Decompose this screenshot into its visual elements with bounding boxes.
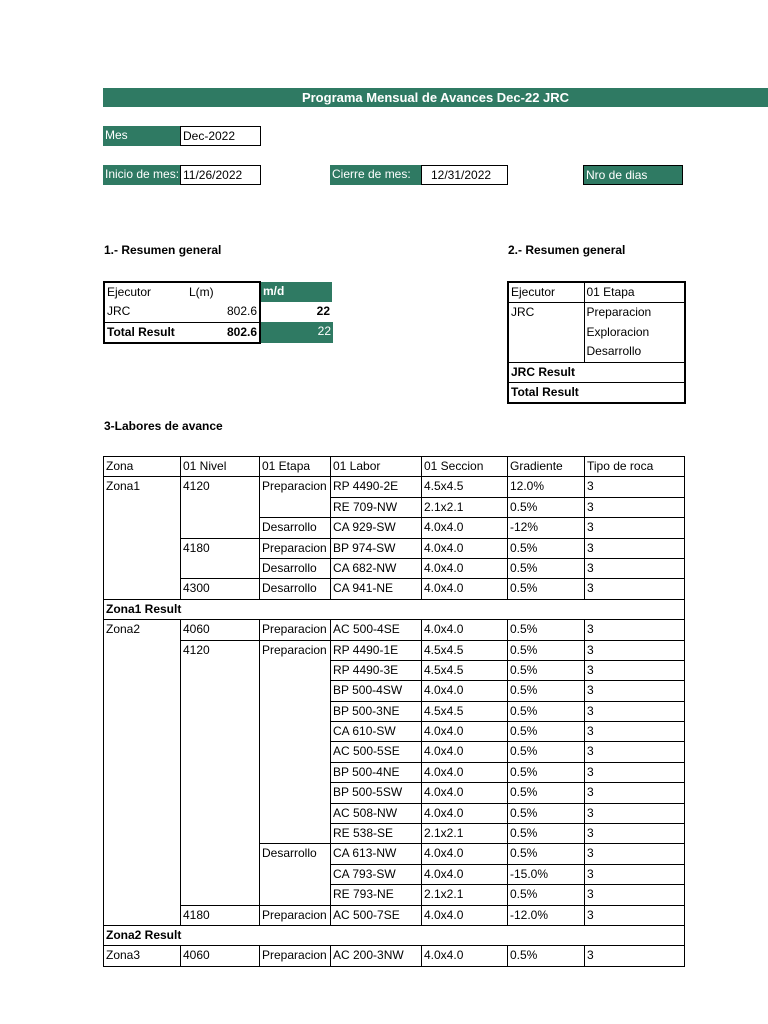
labores-tipo-roca: 3 bbox=[585, 905, 685, 925]
labores-etapa: Desarrollo bbox=[260, 558, 331, 578]
labores-etapa: Preparacion bbox=[260, 905, 331, 925]
labores-seccion: 4.0x4.0 bbox=[422, 558, 508, 578]
labores-gradiente: 0.5% bbox=[508, 558, 585, 578]
labores-gradiente: 12.0% bbox=[508, 477, 585, 497]
labores-etapa: Preparacion bbox=[260, 477, 331, 518]
labores-seccion: 4.5x4.5 bbox=[422, 640, 508, 660]
labores-seccion: 4.0x4.0 bbox=[422, 844, 508, 864]
labores-gradiente: 0.5% bbox=[508, 762, 585, 782]
labores-labor: CA 610-SW bbox=[331, 722, 422, 742]
labores-seccion: 4.0x4.0 bbox=[422, 803, 508, 823]
labores-nivel: 4060 bbox=[181, 946, 260, 966]
labores-labor: AC 508-NW bbox=[331, 803, 422, 823]
mes-label: Mes bbox=[103, 126, 180, 146]
resumen1-title: 1.- Resumen general bbox=[104, 243, 222, 257]
labores-etapa: Desarrollo bbox=[260, 844, 331, 905]
labores-labor: RE 538-SE bbox=[331, 824, 422, 844]
inicio-label: Inicio de mes: bbox=[103, 165, 180, 185]
labores-labor: AC 500-4SE bbox=[331, 620, 422, 640]
resumen1-header-ejecutor: Ejecutor bbox=[104, 282, 181, 302]
labores-zona-result: Zona2 Result bbox=[104, 925, 685, 945]
labores-labor: AC 500-7SE bbox=[331, 905, 422, 925]
labores-gradiente: 0.5% bbox=[508, 742, 585, 762]
labores-labor: RE 793-NE bbox=[331, 885, 422, 905]
labores-etapa: Preparacion bbox=[260, 640, 331, 844]
labores-tipo-roca: 3 bbox=[585, 803, 685, 823]
resumen2-table bbox=[507, 281, 686, 404]
labores-labor: AC 200-3NW bbox=[331, 946, 422, 966]
labores-tipo-roca: 3 bbox=[585, 701, 685, 721]
labores-tipo-roca: 3 bbox=[585, 538, 685, 558]
labores-labor: RP 4490-1E bbox=[331, 640, 422, 660]
resumen2-etapa: Exploracion bbox=[586, 324, 650, 339]
labores-seccion: 2.1x2.1 bbox=[422, 497, 508, 517]
labores-gradiente: -12.0% bbox=[508, 905, 585, 925]
labores-gradiente: 0.5% bbox=[508, 640, 585, 660]
labores-zona: Zona1 bbox=[104, 477, 181, 599]
labores-nivel: 4120 bbox=[181, 640, 260, 905]
labores-seccion: 4.0x4.0 bbox=[422, 538, 508, 558]
labores-labor: CA 929-SW bbox=[331, 518, 422, 538]
labores-gradiente: 0.5% bbox=[508, 681, 585, 701]
labores-seccion: 4.0x4.0 bbox=[422, 762, 508, 782]
labores-seccion: 2.1x2.1 bbox=[422, 885, 508, 905]
labores-labor: BP 500-3NE bbox=[331, 701, 422, 721]
labores-tipo-roca: 3 bbox=[585, 742, 685, 762]
labores-header-etapa: 01 Etapa bbox=[260, 457, 331, 477]
labores-seccion: 2.1x2.1 bbox=[422, 824, 508, 844]
labores-gradiente: 0.5% bbox=[508, 701, 585, 721]
labores-tipo-roca: 3 bbox=[585, 660, 685, 680]
labores-tipo-roca: 3 bbox=[585, 864, 685, 884]
labores-seccion: 4.5x4.5 bbox=[422, 477, 508, 497]
resumen2-header-ejecutor: Ejecutor bbox=[508, 282, 584, 303]
nro-dias-label: Nro de dias bbox=[583, 165, 683, 185]
labores-labor: BP 974-SW bbox=[331, 538, 422, 558]
labores-seccion: 4.0x4.0 bbox=[422, 518, 508, 538]
labores-labor: BP 500-4SW bbox=[331, 681, 422, 701]
cierre-value[interactable]: 12/31/2022 bbox=[421, 165, 508, 185]
labores-tipo-roca: 3 bbox=[585, 885, 685, 905]
labores-labor: RP 4490-3E bbox=[331, 660, 422, 680]
resumen1-cell: JRC bbox=[104, 302, 181, 322]
resumen1-cell: 802.6 bbox=[181, 302, 260, 322]
resumen2-etapa: Desarrollo bbox=[586, 344, 642, 359]
labores-tipo-roca: 3 bbox=[585, 558, 685, 578]
labores-gradiente: 0.5% bbox=[508, 946, 585, 966]
labores-tipo-roca: 3 bbox=[585, 946, 685, 966]
labores-gradiente: 0.5% bbox=[508, 722, 585, 742]
labores-seccion: 4.0x4.0 bbox=[422, 905, 508, 925]
mes-value[interactable]: Dec-2022 bbox=[180, 126, 261, 146]
labores-labor: RE 709-NW bbox=[331, 497, 422, 517]
labores-gradiente: 0.5% bbox=[508, 824, 585, 844]
labores-labor: AC 500-5SE bbox=[331, 742, 422, 762]
labores-labor: CA 613-NW bbox=[331, 844, 422, 864]
labores-tipo-roca: 3 bbox=[585, 762, 685, 782]
resumen2-result-row: Total Result bbox=[508, 382, 685, 403]
labores-labor: RP 4490-2E bbox=[331, 477, 422, 497]
labores-labor: BP 500-4NE bbox=[331, 762, 422, 782]
resumen2-title: 2.- Resumen general bbox=[508, 243, 626, 257]
labores-header-seccion: 01 Seccion bbox=[422, 457, 508, 477]
labores-tipo-roca: 3 bbox=[585, 783, 685, 803]
resumen1-cell: 22 bbox=[316, 304, 330, 319]
resumen1-table bbox=[103, 281, 334, 344]
labores-seccion: 4.0x4.0 bbox=[422, 681, 508, 701]
labores-header-zona: Zona bbox=[104, 457, 181, 477]
labores-tipo-roca: 3 bbox=[585, 824, 685, 844]
labores-gradiente: 0.5% bbox=[508, 497, 585, 517]
labores-tipo-roca: 3 bbox=[585, 722, 685, 742]
labores-zona-result: Zona1 Result bbox=[104, 599, 685, 619]
resumen1-cell: 802.6 bbox=[181, 322, 260, 343]
labores-gradiente: -15.0% bbox=[508, 864, 585, 884]
labores-header-nivel: 01 Nivel bbox=[181, 457, 260, 477]
report-title: Programa Mensual de Avances Dec-22 JRC bbox=[103, 88, 768, 107]
labores-tipo-roca: 3 bbox=[585, 844, 685, 864]
labores-seccion: 4.5x4.5 bbox=[422, 660, 508, 680]
labores-gradiente: 0.5% bbox=[508, 538, 585, 558]
labores-seccion: 4.0x4.0 bbox=[422, 722, 508, 742]
resumen1-cell: 22 bbox=[260, 322, 333, 343]
labores-etapa: Desarrollo bbox=[260, 579, 331, 599]
labores-labor: CA 941-NE bbox=[331, 579, 422, 599]
labores-seccion: 4.0x4.0 bbox=[422, 742, 508, 762]
labores-seccion: 4.0x4.0 bbox=[422, 579, 508, 599]
resumen2-ejecutor: JRC bbox=[508, 303, 584, 362]
labores-gradiente: 0.5% bbox=[508, 579, 585, 599]
labores-seccion: 4.0x4.0 bbox=[422, 864, 508, 884]
labores-zona: Zona2 bbox=[104, 620, 181, 926]
inicio-value[interactable]: 11/26/2022 bbox=[180, 165, 261, 185]
labores-tipo-roca: 3 bbox=[585, 640, 685, 660]
labores-gradiente: 0.5% bbox=[508, 620, 585, 640]
labores-labor: CA 682-NW bbox=[331, 558, 422, 578]
labores-labor: BP 500-5SW bbox=[331, 783, 422, 803]
labores-seccion: 4.0x4.0 bbox=[422, 620, 508, 640]
resumen1-header-md: m/d bbox=[260, 282, 333, 302]
resumen2-result-row: JRC Result bbox=[508, 362, 685, 382]
labores-seccion: 4.0x4.0 bbox=[422, 946, 508, 966]
labores-header-tipo-roca: Tipo de roca bbox=[585, 457, 685, 477]
labores-table bbox=[103, 456, 685, 967]
labores-zona: Zona3 bbox=[104, 946, 181, 966]
labores-tipo-roca: 3 bbox=[585, 477, 685, 497]
resumen1-header-lm: L(m) bbox=[181, 282, 260, 302]
labores-tipo-roca: 3 bbox=[585, 620, 685, 640]
labores-gradiente: 0.5% bbox=[508, 783, 585, 803]
labores-gradiente: 0.5% bbox=[508, 660, 585, 680]
labores-seccion: 4.5x4.5 bbox=[422, 701, 508, 721]
labores-nivel: 4060 bbox=[181, 620, 260, 640]
resumen1-cell: Total Result bbox=[104, 322, 181, 343]
resumen2-etapa: Preparacion bbox=[586, 305, 652, 320]
labores-nivel: 4300 bbox=[181, 579, 260, 599]
labores-etapa: Preparacion bbox=[260, 946, 331, 966]
labores-labor: CA 793-SW bbox=[331, 864, 422, 884]
labores-etapa: Preparacion bbox=[260, 620, 331, 640]
labores-tipo-roca: 3 bbox=[585, 518, 685, 538]
labores-seccion: 4.0x4.0 bbox=[422, 783, 508, 803]
cierre-label: Cierre de mes: bbox=[330, 165, 421, 185]
labores-etapa: Preparacion bbox=[260, 538, 331, 558]
labores-title: 3-Labores de avance bbox=[104, 419, 223, 433]
labores-gradiente: 0.5% bbox=[508, 844, 585, 864]
labores-nivel: 4120 bbox=[181, 477, 260, 538]
resumen2-header-etapa: 01 Etapa bbox=[584, 282, 685, 303]
labores-gradiente: 0.5% bbox=[508, 803, 585, 823]
labores-tipo-roca: 3 bbox=[585, 579, 685, 599]
labores-nivel: 4180 bbox=[181, 538, 260, 579]
labores-gradiente: -12% bbox=[508, 518, 585, 538]
labores-header-gradiente: Gradiente bbox=[508, 457, 585, 477]
labores-gradiente: 0.5% bbox=[508, 885, 585, 905]
labores-etapa: Desarrollo bbox=[260, 518, 331, 538]
labores-tipo-roca: 3 bbox=[585, 497, 685, 517]
labores-nivel: 4180 bbox=[181, 905, 260, 925]
labores-header-labor: 01 Labor bbox=[331, 457, 422, 477]
labores-tipo-roca: 3 bbox=[585, 681, 685, 701]
